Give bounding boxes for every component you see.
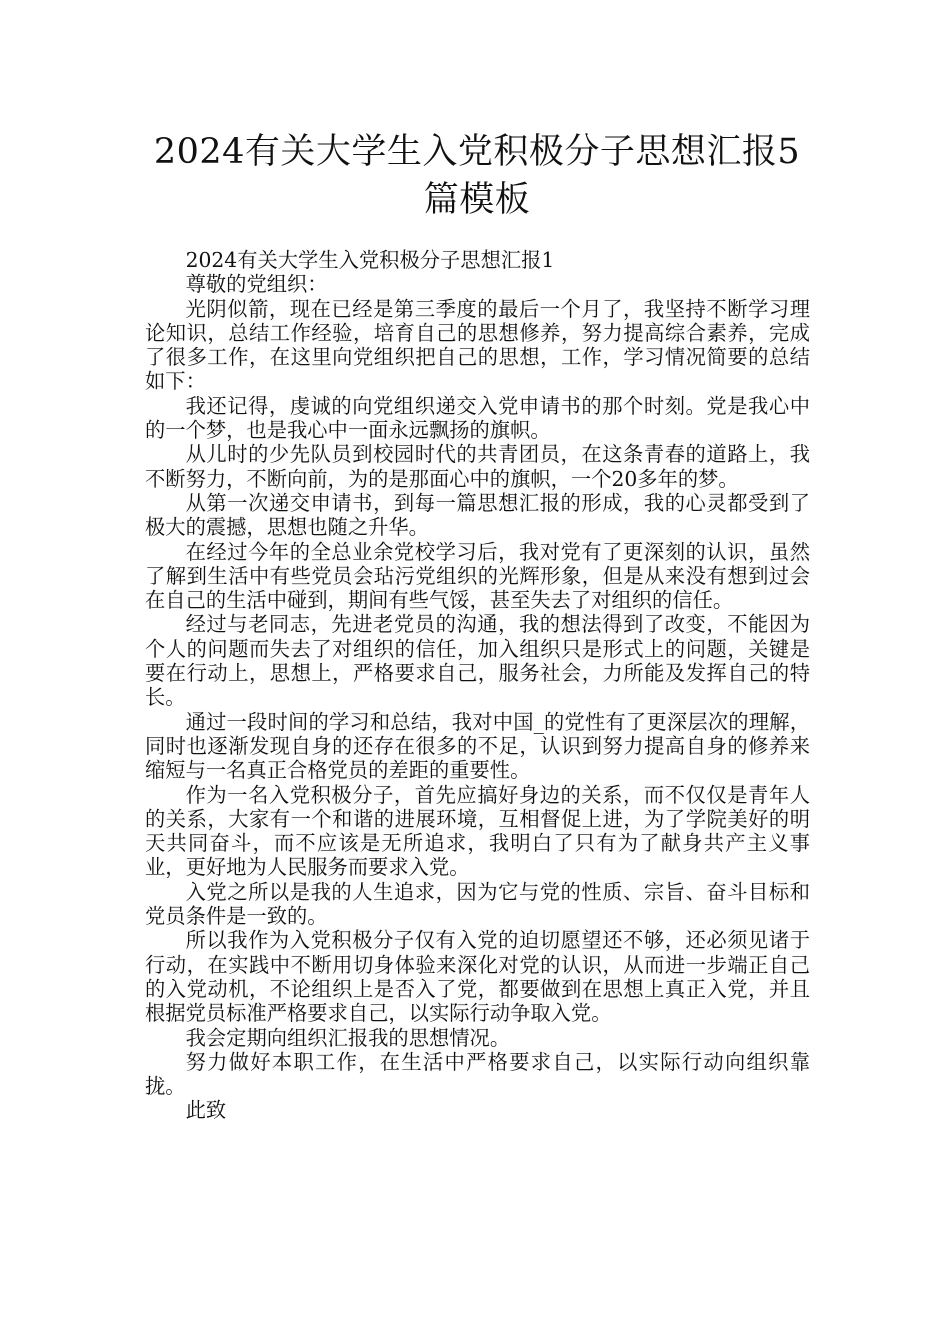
paragraph: 在经过今年的全总业余党校学习后，我对党有了更深刻的认识，虽然了解到生活中有些党员会玷污党组织的光辉形象，但是从来没有想到过会在自己的生活中碰到，期间有些气馁，甚至失去了对组织的信任。: [145, 539, 810, 613]
salutation: 尊敬的党组织：: [185, 272, 328, 297]
paragraph: 从第一次递交申请书，到每一篇思想汇报的形成，我的心灵都受到了极大的震撼，思想也随之升华。: [145, 490, 810, 540]
paragraph: 我还记得，虔诚的向党组织递交入党申请书的那个时刻。党是我心中的一个梦，也是我心中一面永远飘扬的旗帜。: [145, 393, 810, 443]
closing-line: 此致: [185, 1098, 227, 1123]
document-title: 2024有关大学生入党积极分子思想汇报5篇模板: [153, 132, 801, 220]
paragraph: 经过与老同志，先进老党员的沟通，我的想法得到了改变，不能因为个人的问题而失去了对组织的信任，加入组织只是形式上的问题，关键是要在行动上，思想上，严格要求自己，服务社会，力所能及发挥自己的特长。: [145, 612, 810, 710]
paragraph: 光阴似箭，现在已经是第三季度的最后一个月了，我坚持不断学习理论知识，总结工作经验，培育自己的思想修养，努力提高综合素养，完成了很多工作，在这里向党组织把自己的思想，工作，学习情况简要的总结如下：: [145, 296, 810, 394]
paragraph: 从儿时的少先队员到校园时代的共青团员，在这条青春的道路上，我不断努力，不断向前，为的是那面心中的旗帜，一个20多年的梦。: [145, 442, 810, 491]
paragraph: 我会定期向组织汇报我的思想情况。: [185, 1025, 511, 1050]
paragraph: 所以我作为入党积极分子仅有入党的迫切愿望还不够，还必须见诸于行动，在实践中不断用切身体验来深化对党的认识，从而进一步端正自己的入党动机，不论组织上是否入了党，都要做到在思想上真正入党，并且根据党员标准严格要求自己，以实际行动争取入党。: [145, 928, 810, 1026]
paragraph: 通过一段时间的学习和总结，我对中国_的党性有了更深层次的理解，同时也逐渐发现自身的还存在很多的不足，认识到努力提高自身的修养来缩短与一名真正合格党员的差距的重要性。: [145, 709, 810, 783]
section-heading: 2024有关大学生入党积极分子思想汇报1: [185, 248, 555, 272]
paragraph: 作为一名入党积极分子，首先应搞好身边的关系，而不仅仅是青年人的关系，大家有一个和谐的进展环境，互相督促上进，为了学院美好的明天共同奋斗，而不应该是无所追求，我明白了只有为了献身共产主义事业，更好地为人民服务而要求入党。: [145, 782, 810, 880]
paragraph: 努力做好本职工作，在生活中严格要求自己，以实际行动向组织靠拢。: [145, 1049, 810, 1099]
paragraph: 入党之所以是我的人生追求，因为它与党的性质、宗旨、奋斗目标和党员条件是一致的。: [145, 879, 810, 929]
document-body: [145, 248, 810, 1123]
